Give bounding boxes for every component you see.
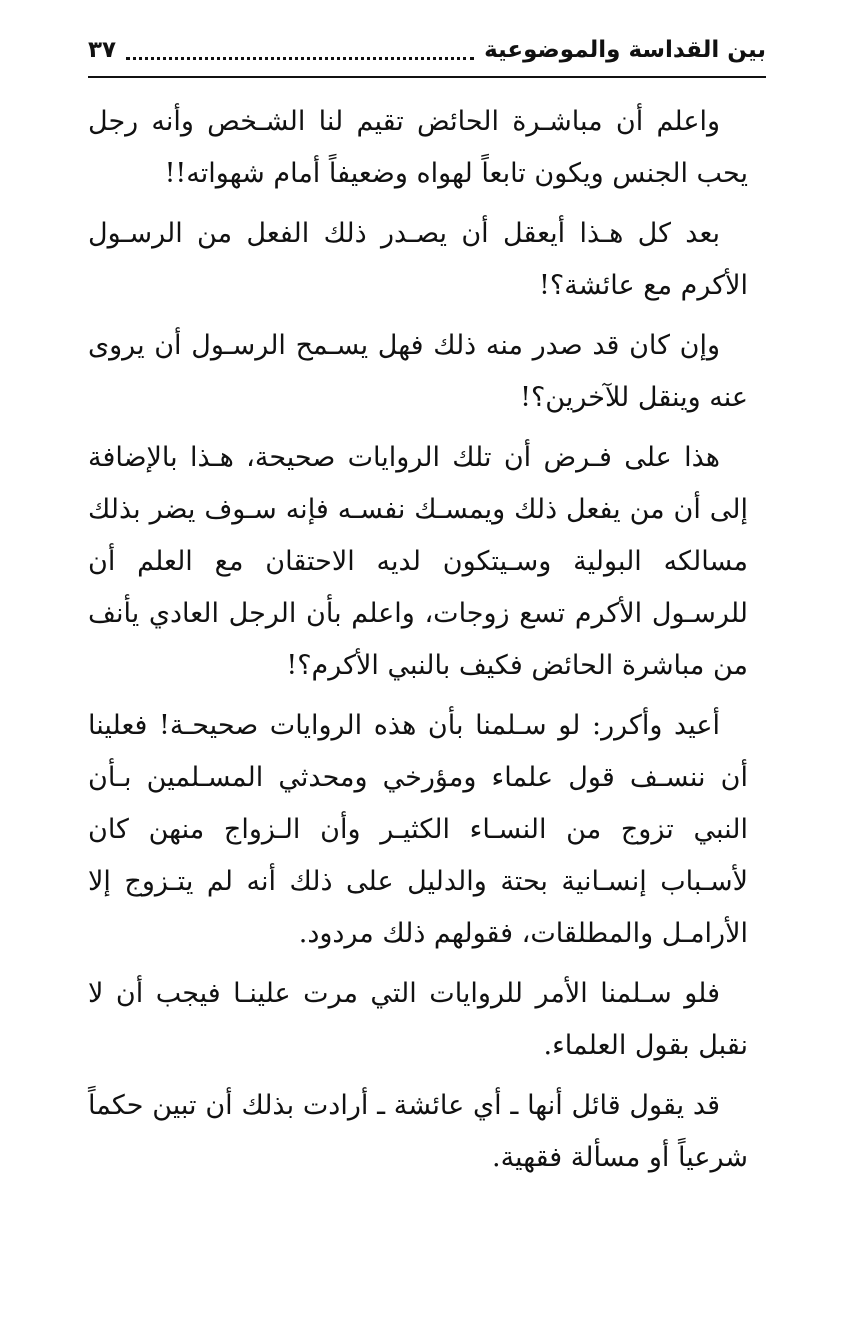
paragraph-6: فلو سـلمنا الأمر للروايات التي مرت علينـا فيجب أن لا نقبل بقول العلماء. <box>88 978 748 1061</box>
header-dot-leader <box>126 57 474 60</box>
paragraph-2: بعد كل هـذا أيعقل أن يصـدر ذلك الفعل من الرسـول الأكرم مع عائشة؟! <box>88 218 748 301</box>
paragraph-4: هذا على فـرض أن تلك الروايات صحيحة، هـذا بالإضافة إلى أن من يفعل ذلك ويمسـك نفسـه فإنه سـوف يضر بذلك مسالكه البولية وسـيتكون لديه الاحتقان مع العلم أن للرسـول الأكرم تسع زوجات، واعلم بأن الرجل العادي يأنف من مباشرة الحائض فكيف بالنبي الأكرم؟! <box>88 442 748 681</box>
running-header <box>88 30 766 70</box>
paragraph-1: واعلم أن مباشـرة الحائض تقيم لنا الشـخص وأنه رجل يحب الجنس ويكون تابعاً لهواه وضعيفاً أمام شهواته!! <box>88 106 748 189</box>
header-rule <box>88 76 766 78</box>
paragraph-7: قد يقول قائل أنها ـ أي عائشة ـ أرادت بذلك أن تبين حكماً شرعياً أو مسألة فقهية. <box>88 1090 748 1173</box>
paragraph-5: أعيد وأكرر: لو سـلمنا بأن هذه الروايات صحيحـة! فعلينا أن ننسـف قول علماء ومؤرخي ومحدثي المسـلمين بـأن النبي تزوج من النسـاء الكثيـر وأن الـزواج منهن كان لأسـباب إنسـانية بحتة والدليل على ذلك أنه لم يتـزوج إلا الأرامـل والمطلقات، فقولهم ذلك مردود. <box>88 710 748 949</box>
page-number: ٣٧ <box>88 37 117 63</box>
body-text <box>88 96 748 1192</box>
header-title: بين القداسة والموضوعية <box>484 37 766 63</box>
paragraph-3: وإن كان قد صدر منه ذلك فهل يسـمح الرسـول أن يروى عنه وينقل للآخرين؟! <box>88 330 748 413</box>
